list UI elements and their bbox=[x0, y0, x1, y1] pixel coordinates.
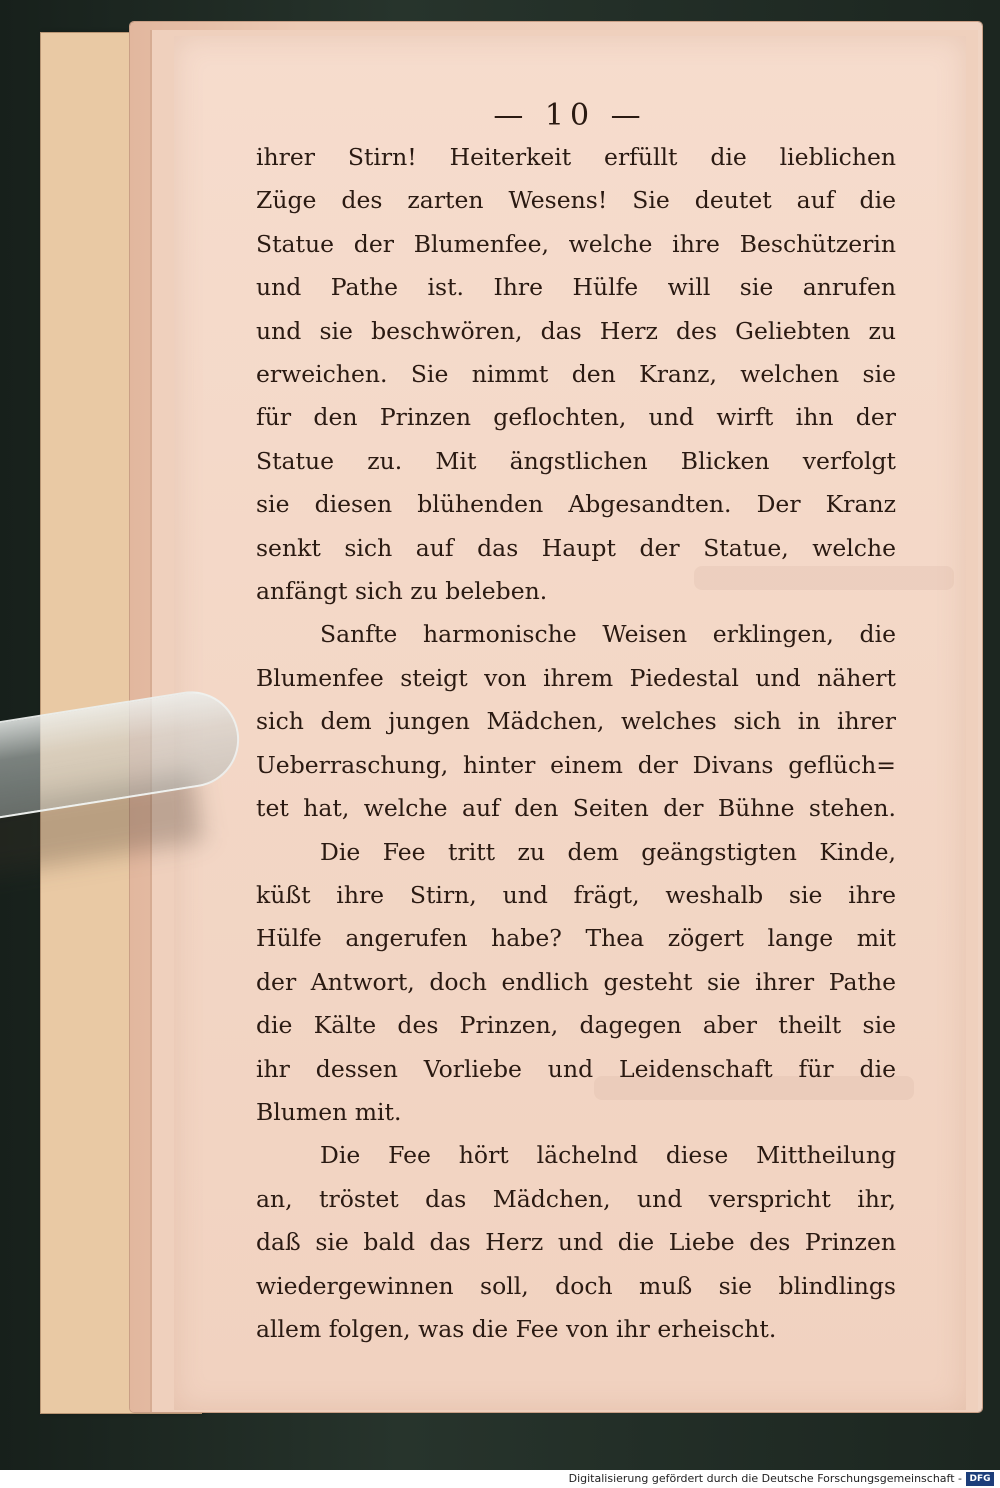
digitization-footer bbox=[0, 1470, 1000, 1488]
text-line: erweichen. Sie nimmt den Kranz, welchen sie bbox=[256, 360, 896, 389]
paragraph-start-line: Die Fee tritt zu dem geängstigten Kinde, bbox=[320, 837, 896, 866]
text-line: der Antwort, doch endlich gesteht sie ihrer Pathe bbox=[256, 967, 896, 996]
text-line: und sie beschwören, das Herz des Geliebten zu bbox=[256, 316, 896, 345]
page-text bbox=[256, 136, 896, 1351]
text-line: ihr dessen Vorliebe und Leidenschaft für die bbox=[256, 1054, 896, 1083]
text-line: ihrer Stirn! Heiterkeit erfüllt die lieblichen bbox=[256, 143, 896, 171]
text-line: Hülfe angerufen habe? Thea zögert lange mit bbox=[256, 924, 896, 953]
text-line: Blumen mit. bbox=[256, 1097, 402, 1126]
paragraph-start-line: Sanfte harmonische Weisen erklingen, die bbox=[320, 620, 896, 649]
text-line: sich dem jungen Mädchen, welches sich in ihrer bbox=[256, 707, 896, 736]
funding-notice: Digitalisierung gefördert durch die Deutsche Forschungsgemeinschaft - bbox=[568, 1472, 962, 1485]
text-line: allem folgen, was die Fee von ihr erheischt. bbox=[256, 1314, 777, 1343]
text-line: und Pathe ist. Ihre Hülfe will sie anrufen bbox=[256, 273, 896, 302]
text-line: die Kälte des Prinzen, dagegen aber theilt sie bbox=[256, 1011, 896, 1040]
book-page bbox=[174, 36, 966, 1410]
paragraph-start-line: Die Fee hört lächelnd diese Mittheilung bbox=[320, 1141, 896, 1170]
text-line: Ueberraschung, hinter einem der Divans geflüch= bbox=[256, 750, 896, 779]
text-line: Statue der Blumenfee, welche ihre Beschützerin bbox=[256, 229, 896, 258]
page-number: — 10 — bbox=[493, 98, 647, 133]
text-line: senkt sich auf das Haupt der Statue, welche bbox=[256, 533, 896, 562]
text-line: Züge des zarten Wesens! Sie deutet auf die bbox=[256, 186, 896, 215]
text-line: daß sie bald das Herz und die Liebe des Prinzen bbox=[256, 1228, 896, 1257]
text-line: für den Prinzen geflochten, und wirft ihn der bbox=[256, 403, 896, 432]
text-line: sie diesen blühenden Abgesandten. Der Kranz bbox=[256, 490, 896, 519]
text-line: an, tröstet das Mädchen, und verspricht ihr, bbox=[256, 1184, 896, 1213]
dfg-logo-icon: DFG bbox=[966, 1472, 994, 1486]
text-line: Blumenfee steigt von ihrem Piedestal und nähert bbox=[256, 663, 896, 692]
text-line: küßt ihre Stirn, und frägt, weshalb sie ihre bbox=[256, 880, 896, 909]
text-line: tet hat, welche auf den Seiten der Bühne stehen. bbox=[256, 794, 896, 823]
text-line: Statue zu. Mit ängstlichen Blicken verfolgt bbox=[256, 446, 896, 475]
text-line: anfängt sich zu beleben. bbox=[256, 577, 548, 606]
text-line: wiedergewinnen soll, doch muß sie blindlings bbox=[256, 1271, 896, 1300]
